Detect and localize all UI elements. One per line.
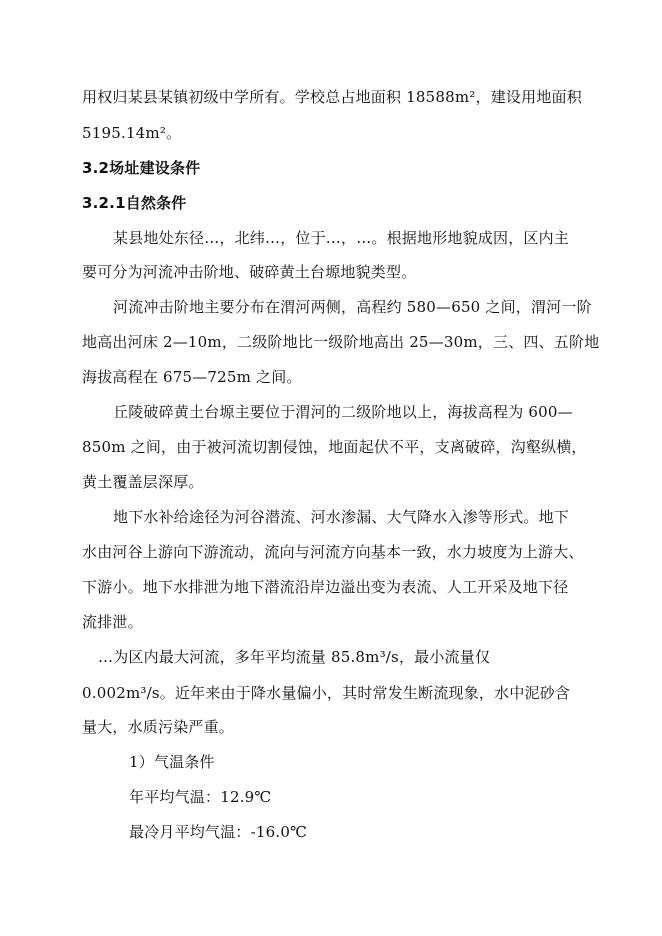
paragraph-5-line-3: 量大，水质污染严重。 [82,718,235,736]
paragraph-1-line-1: 某县地处东径…，北纬…，位于…，…。根据地形地貌成因，区内主 [113,229,570,247]
section-3-2-title: 3.2场址建设条件 [82,159,201,177]
paragraph-2-line-1: 河流冲击阶地主要分布在渭河两侧，高程约 580—650 之间，渭河一阶 [113,298,592,316]
intro-line-2: 5195.14m²。 [82,124,182,142]
climate-heading: 1）气温条件 [129,753,215,771]
paragraph-4-line-2: 水由河谷上游向下游流动，流向与河流方向基本一致，水力坡度为上游大、 [82,543,584,561]
paragraph-3-line-1: 丘陵破碎黄土台塬主要位于渭河的二级阶地以上，海拔高程为 600— [113,403,573,421]
annual-average-temperature: 年平均气温：12.9℃ [129,788,272,806]
paragraph-4-line-4: 流排泄。 [82,613,143,631]
paragraph-4-line-3: 下游小。地下水排泄为地下潜流沿岸边溢出变为表流、人工开采及地下径 [82,578,569,596]
paragraph-4-line-1: 地下水补给途径为河谷潜流、河水渗漏、大气降水入渗等形式。地下 [113,508,570,526]
coldest-month-average-temperature: 最冷月平均气温：-16.0℃ [129,823,308,841]
paragraph-2-line-2: 地高出河床 2—10m，二级阶地比一级阶地高出 25—30m，三、四、五阶地 [82,333,600,351]
paragraph-3-line-3: 黄土覆盖层深厚。 [82,473,204,491]
paragraph-3-line-2: 850m 之间，由于被河流切割侵蚀，地面起伏不平，支离破碎，沟壑纵横， [82,438,587,456]
paragraph-1-line-2: 要可分为河流冲击阶地、破碎黄土台塬地貌类型。 [82,263,417,281]
paragraph-5-line-2: 0.002m³/s。近年来由于降水量偏小，其时常发生断流现象，水中泥砂含 [82,684,571,702]
intro-line-1: 用权归某县某镇初级中学所有。学校总占地面积 18588m²，建设用地面积 [82,88,582,106]
section-3-2-1-title: 3.2.1自然条件 [82,194,187,212]
paragraph-5-line-1: …为区内最大河流，多年平均流量 85.8m³/s，最小流量仅 [98,648,491,666]
paragraph-2-line-3: 海拔高程在 675—725m 之间。 [82,368,302,386]
